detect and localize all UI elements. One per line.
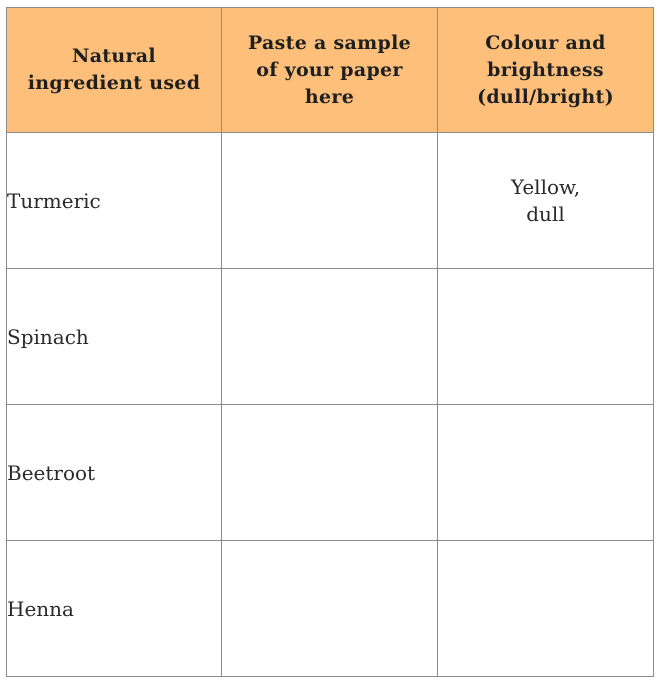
header-text: ingredient used	[27, 72, 201, 94]
table-row	[7, 541, 654, 677]
colour-cell	[438, 405, 654, 541]
header-text: here	[304, 85, 355, 108]
header-paste-sample	[222, 8, 438, 133]
ingredient-cell: Beetroot	[7, 405, 222, 541]
ingredient-cell: Spinach	[7, 269, 222, 405]
colour-cell	[438, 541, 654, 677]
table-row	[7, 269, 654, 405]
header-text: brightness	[487, 58, 604, 81]
header-natural-ingredient	[7, 8, 222, 133]
table-row	[7, 133, 654, 269]
sample-cell	[222, 269, 438, 405]
colour-text: dull	[526, 201, 565, 226]
ingredient-cell: Turmeric	[7, 133, 222, 269]
activity-table	[6, 7, 654, 677]
table-body	[7, 133, 654, 677]
header-text: (dull/bright)	[477, 85, 614, 108]
colour-text: Yellow,	[510, 174, 581, 199]
sample-cell	[222, 133, 438, 269]
colour-cell	[438, 133, 654, 269]
header-colour-brightness	[438, 8, 654, 133]
header-text: Natural	[72, 45, 156, 67]
ingredient-cell: Henna	[7, 541, 222, 677]
header-text: Colour and	[485, 31, 606, 54]
table-row	[7, 405, 654, 541]
colour-cell	[438, 269, 654, 405]
header-text: of your paper	[256, 58, 403, 81]
header-row	[7, 8, 654, 133]
header-text: Paste a sample	[247, 31, 412, 54]
sample-cell	[222, 405, 438, 541]
table-header	[7, 8, 654, 133]
sample-cell	[222, 541, 438, 677]
